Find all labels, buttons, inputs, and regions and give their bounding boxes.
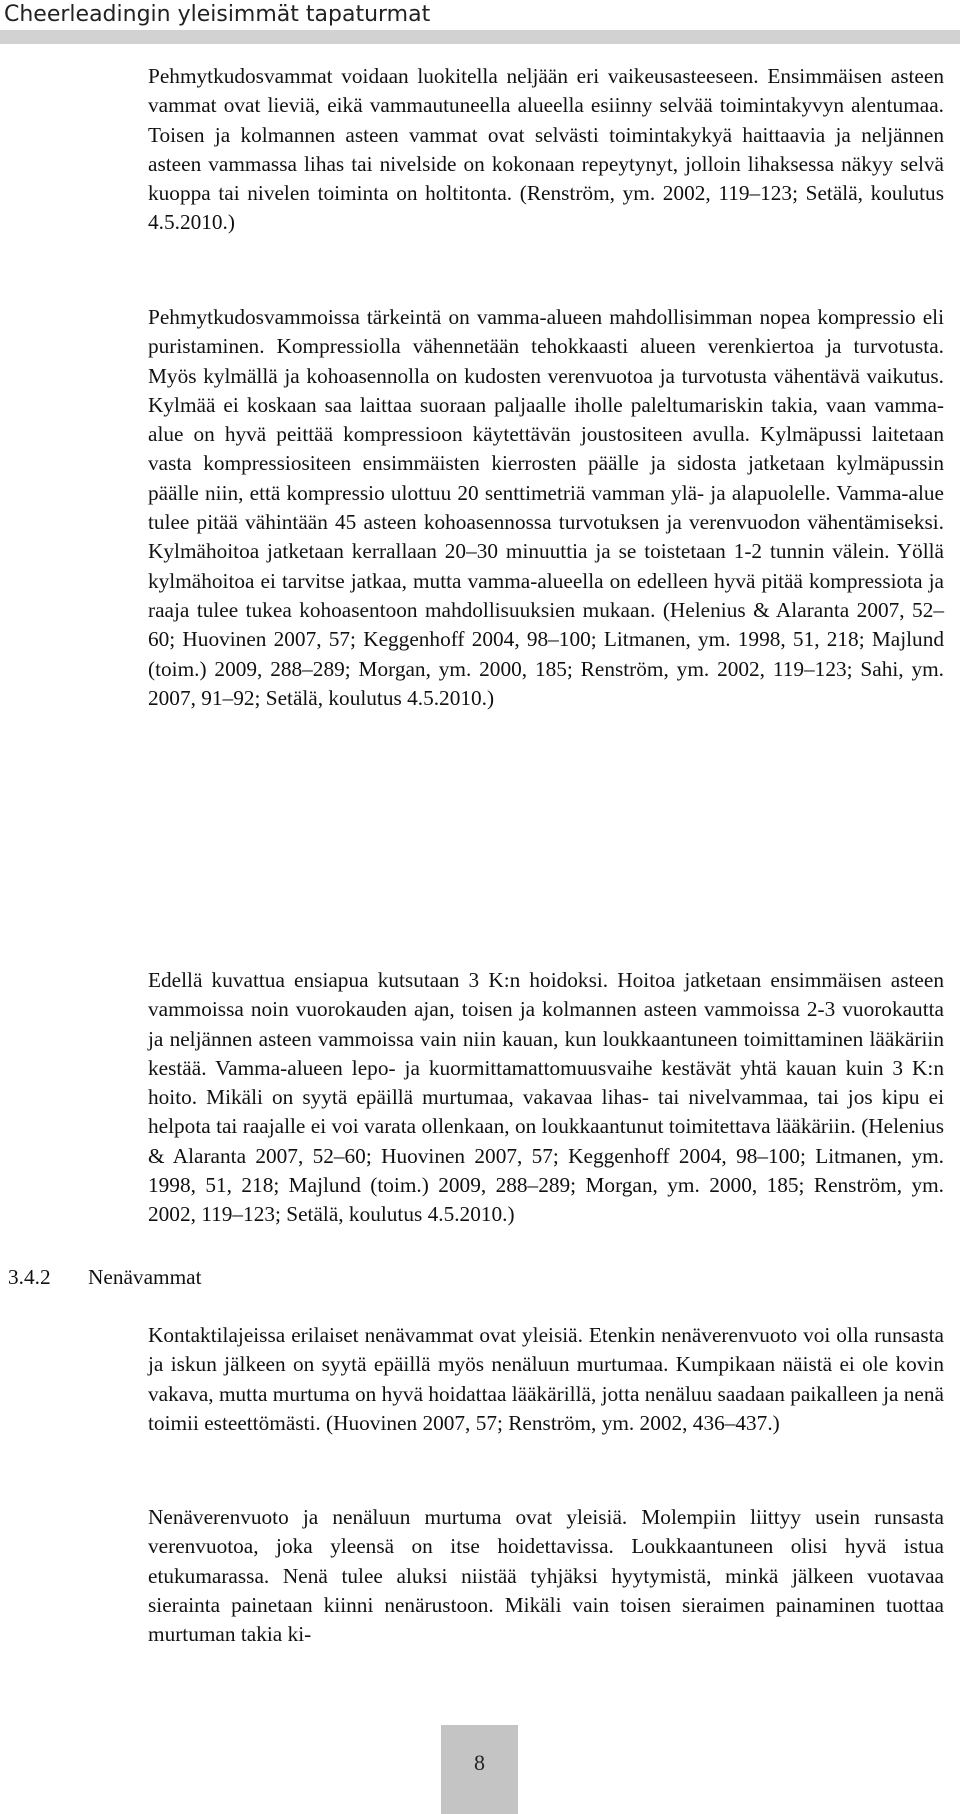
running-header-title: Cheerleadingin yleisimmät tapaturmat xyxy=(4,2,431,27)
paragraph-nosebleed: Nenäverenvuoto ja nenäluun murtuma ovat yleisiä. Molempiin liittyy usein runsasta verenvuotoa, joka yleensä on itse hoidettavissa. Loukkaantuneen olisi hyvä istua etukumarassa. Nenä tulee aluksi niistää tyhjäksi hyytymistä, minkä jälkeen vuotavaa sierainta painetaan kiinni nenärustoon. Mikäli vain toisen sieraimen painaminen tuottaa murtuman takia ki- xyxy=(148,1505,944,1647)
header-rule xyxy=(0,30,960,44)
paragraph-3k-treatment: Edellä kuvattua ensiapua kutsutaan 3 K:n hoidoksi. Hoitoa jatketaan ensimmäisen asteen vammoissa noin vuorokauden ajan, toisen ja kolmannen asteen vammoissa 2-3 vuorokautta ja neljännen asteen vammoissa vain niin kauan, kun loukkaantuneen toimittaminen lääkäriin kestää. Vamma-alueen lepo- ja kuormittamattomuusvaihe kestävät yhtä kauan kuin 3 K:n hoito. Mikäli on syytä epäillä murtumaa, vakavaa lihas- tai nivelvammaa, tai jos kipu ei helpota tai raajalle ei voi varata ollenkaan, on loukkaantunut toimitettava lääkäriin. (Helenius & Alaranta 2007, 52–60; Huovinen 2007, 57; Keggenhoff 2004, 98–100; Litmanen, ym. 1998, 51, 218; Majlund (toim.) 2009, 288–289; Morgan, ym. 2000, 185; Renström, ym. 2002, 119–123; Setälä, koulutus 4.5.2010.) xyxy=(148,968,944,1227)
paragraph-compression-treatment: Pehmytkudosvammoissa tärkeintä on vamma-alueen mahdollisimman nopea kompressio eli puristaminen. Kompressiolla vähennetään tehokkaasti alueen verenkiertoa ja turvotusta. Myös kylmällä ja kohoasennolla on kudosten verenvuotoa ja turvotusta vähentävä vaikutus. Kylmää ei koskaan saa laittaa suoraan paljaalle iholle paleltumariskin takia, vaan vamma-alue on hyvä peittää kompressioon käytettävän joustositeen avulla. Kylmäpussi laitetaan vasta kompressiositeen ensimmäisten kierrosten päälle ja sidosta jatketaan kylmäpussin päälle niin, että kompressio ulottuu 20 senttimetriä vamman ylä- ja alapuolelle. Vamma-alue tulee pitää vähintään 45 asteen kohoasennossa turvotuksen ja verenvuodon vähentämiseksi. Kylmähoitoa jatketaan kerrallaan 20–30 minuuttia ja se toistetaan 1-2 tunnin välein. Yöllä kylmähoitoa ei tarvitse jatkaa, mutta vamma-alueella on edelleen hyvä pitää kompressiota ja raaja tulee tukea kohoasentoon mahdollisuuksien mukaan. (Helenius & Alaranta 2007, 52–60; Huovinen 2007, 57; Keggenhoff 2004, 98–100; Litmanen, ym. 1998, 51, 218; Majlund (toim.) 2009, 288–289; Morgan, ym. 2000, 185; Renström, ym. 2002, 119–123; Sahi, ym. 2007, 91–92; Setälä, koulutus 4.5.2010.) xyxy=(148,305,944,710)
page-header xyxy=(0,0,960,46)
page-number: 8 xyxy=(474,1750,485,1775)
paragraph-nose-injuries: Kontaktilajeissa erilaiset nenävammat ovat yleisiä. Etenkin nenäverenvuoto voi olla runsasta ja iskun jälkeen on syytä epäillä myös nenäluun murtumaa. Kumpikaan näistä ei ole kovin vakava, mutta murtuma on hyvä hoidattaa lääkärillä, jotta nenäluu saadaan paikalleen ja nenä toimii esteettömästi. (Huovinen 2007, 57; Renström, ym. 2002, 436–437.) xyxy=(148,1323,944,1435)
section-heading xyxy=(8,1265,202,1290)
section-number: 3.4.2 xyxy=(8,1265,51,1289)
page-number-box xyxy=(441,1725,518,1814)
paragraph-soft-tissue-grades: Pehmytkudosvammat voidaan luokitella neljään eri vaikeusasteeseen. Ensimmäisen asteen vammat ovat lieviä, eikä vammautuneella alueella esiinny selvää toimintakyvyn alentumaa. Toisen ja kolmannen asteen vammat ovat selvästi toimintakykyä haittaavia ja neljännen asteen vammassa lihas tai nivelside on kokonaan repeytynyt, jolloin lihaksessa näkyy selvä kuoppa tai nivelen toiminta on holtitonta. (Renström, ym. 2002, 119–123; Setälä, koulutus 4.5.2010.) xyxy=(148,64,944,235)
section-title: Nenävammat xyxy=(88,1265,202,1289)
